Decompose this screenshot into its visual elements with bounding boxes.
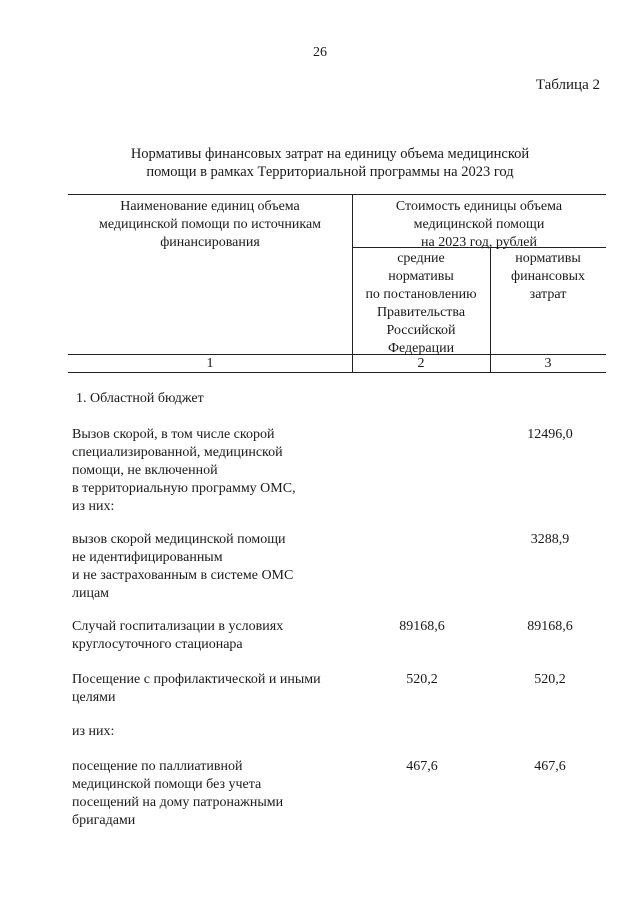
column-number-2: 2 xyxy=(417,356,425,371)
table-row-label: посещение по паллиативной медицинской помощи без учета посещений на дому патронажными бригадами xyxy=(72,759,284,828)
table-cell-col2: 467,6 xyxy=(406,759,438,774)
table-cell-col3: 12496,0 xyxy=(527,427,573,442)
page-number: 26 xyxy=(313,45,327,60)
table-label: Таблица 2 xyxy=(535,77,600,93)
table-row-label: Случай госпитализации в условиях круглосуточного стационара xyxy=(72,619,284,652)
table-cell-col3: 89168,6 xyxy=(527,619,573,634)
header-col1: Наименование единиц объема медицинской помощи по источникам финансирования xyxy=(98,199,322,250)
table-cell-col3: 3288,9 xyxy=(530,532,570,547)
table-cell-col2: 520,2 xyxy=(406,672,438,687)
header-col2: средние нормативы по постановлению Правительства Российской Федерации xyxy=(365,251,477,356)
table-top-rule xyxy=(68,194,606,195)
column-number-1: 1 xyxy=(206,356,214,371)
header-group: Стоимость единицы объема медицинской помощи на 2023 год, рублей xyxy=(395,199,563,250)
section-title: 1. Областной бюджет xyxy=(76,391,204,406)
document-title xyxy=(80,145,580,181)
header-col3: нормативы финансовых затрат xyxy=(511,251,585,302)
table-row-label: Вызов скорой, в том числе скорой специализированной, медицинской помощи, не включенной в территориальную программу ОМС, из них: xyxy=(72,427,296,514)
table-cell-col2: 89168,6 xyxy=(399,619,445,634)
table-row-label: из них: xyxy=(72,724,115,739)
title-line: Нормативы финансовых затрат на единицу объема медицинской xyxy=(130,146,530,162)
table-row-label: вызов скорой медицинской помощи не идентифицированным и не застрахованным в системе ОМС лицам xyxy=(72,532,294,601)
table-cell-col3: 467,6 xyxy=(534,759,566,774)
title-line: помощи в рамках Территориальной программы на 2023 год xyxy=(146,164,514,180)
column-number-3: 3 xyxy=(544,356,552,371)
table-row-label: Посещение с профилактической и иными целями xyxy=(72,672,321,705)
table-cell-col3: 520,2 xyxy=(534,672,566,687)
